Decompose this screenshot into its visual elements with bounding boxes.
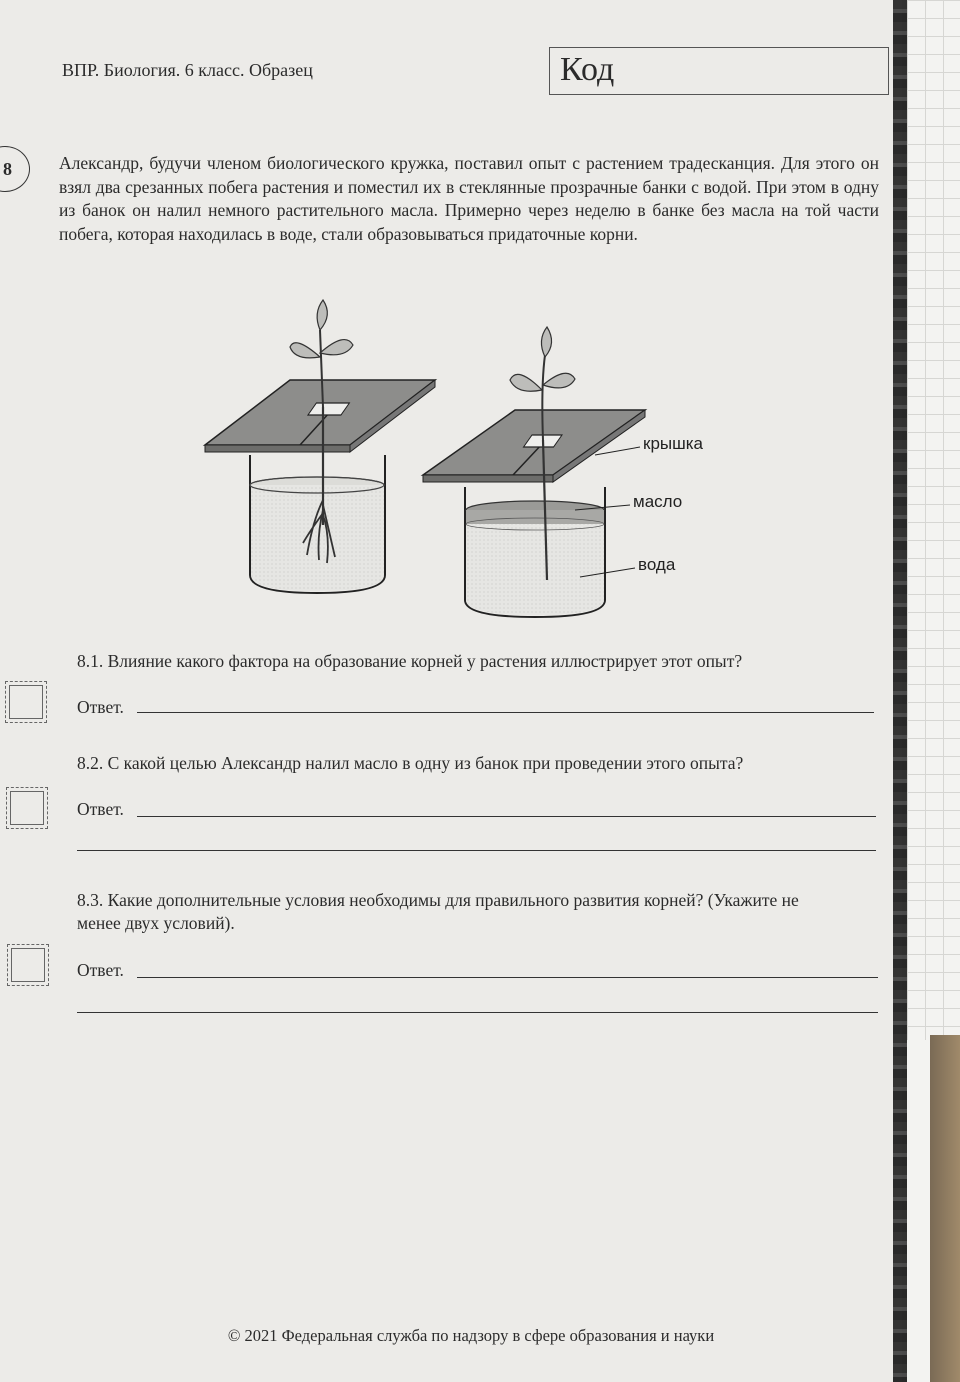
answer-line-8-3[interactable]	[137, 977, 878, 978]
page-header-title: ВПР. Биология. 6 класс. Образец	[62, 60, 313, 80]
footer-text: © 2021 Федеральная служба по надзору в сфере образования и науки	[227, 1326, 715, 1345]
right-jar	[465, 487, 605, 617]
left-lid	[205, 380, 435, 452]
answer-line-8-1[interactable]	[137, 712, 874, 713]
answer-label-8-3: Ответ.	[77, 960, 124, 980]
callout-oil	[575, 492, 682, 511]
adjacent-page-grid	[907, 0, 960, 1040]
task-number-badge: 8	[0, 146, 30, 192]
score-box-inner	[9, 685, 43, 719]
label-lid: крышка	[643, 434, 704, 453]
question-8-3: 8.3. Какие дополнительные условия необходимы для правильного развития корней? (Укажите не менее двух условий).	[77, 890, 799, 933]
code-field[interactable]	[549, 47, 889, 95]
label-oil: масло	[633, 492, 683, 511]
score-box-8-2[interactable]	[6, 787, 48, 829]
answer-label-8-2: Ответ.	[77, 799, 124, 819]
score-box-8-3[interactable]	[7, 944, 49, 986]
page-footer	[0, 1326, 902, 1346]
experiment-figure	[195, 295, 735, 625]
page-binding-edge	[893, 0, 907, 1382]
question-8-1: 8.1. Влияние какого фактора на образование корней у растения иллюстрирует этот опыт?	[77, 651, 743, 671]
score-box-8-1[interactable]	[5, 681, 47, 723]
score-box-inner	[10, 791, 44, 825]
answer-label-8-1: Ответ.	[77, 697, 124, 717]
score-box-inner	[11, 948, 45, 982]
answer-line-8-2[interactable]	[137, 816, 876, 817]
answer-line-8-2-extra[interactable]	[77, 850, 876, 851]
table-surface	[930, 1035, 960, 1382]
right-lid	[423, 410, 645, 482]
answer-line-8-3-extra[interactable]	[77, 1012, 878, 1013]
task-intro-text: Александр, будучи членом биологического кружка, поставил опыт с растением традесканция. Для этого он взял два срезанных побега растения и поместил их в стеклянные прозрачные банки с водой. При этом в одну из банок он налил немного растительного масла. Примерно через неделю в банке без масла на той части побега, которая находилась в воде, стали образовываться придаточные корни.	[59, 153, 879, 244]
label-water: вода	[638, 555, 676, 574]
left-jar	[250, 455, 385, 593]
question-8-2: 8.2. С какой целью Александр налил масло в одну из банок при проведении этого опыта?	[77, 753, 744, 773]
code-field-label: Код	[560, 51, 615, 88]
